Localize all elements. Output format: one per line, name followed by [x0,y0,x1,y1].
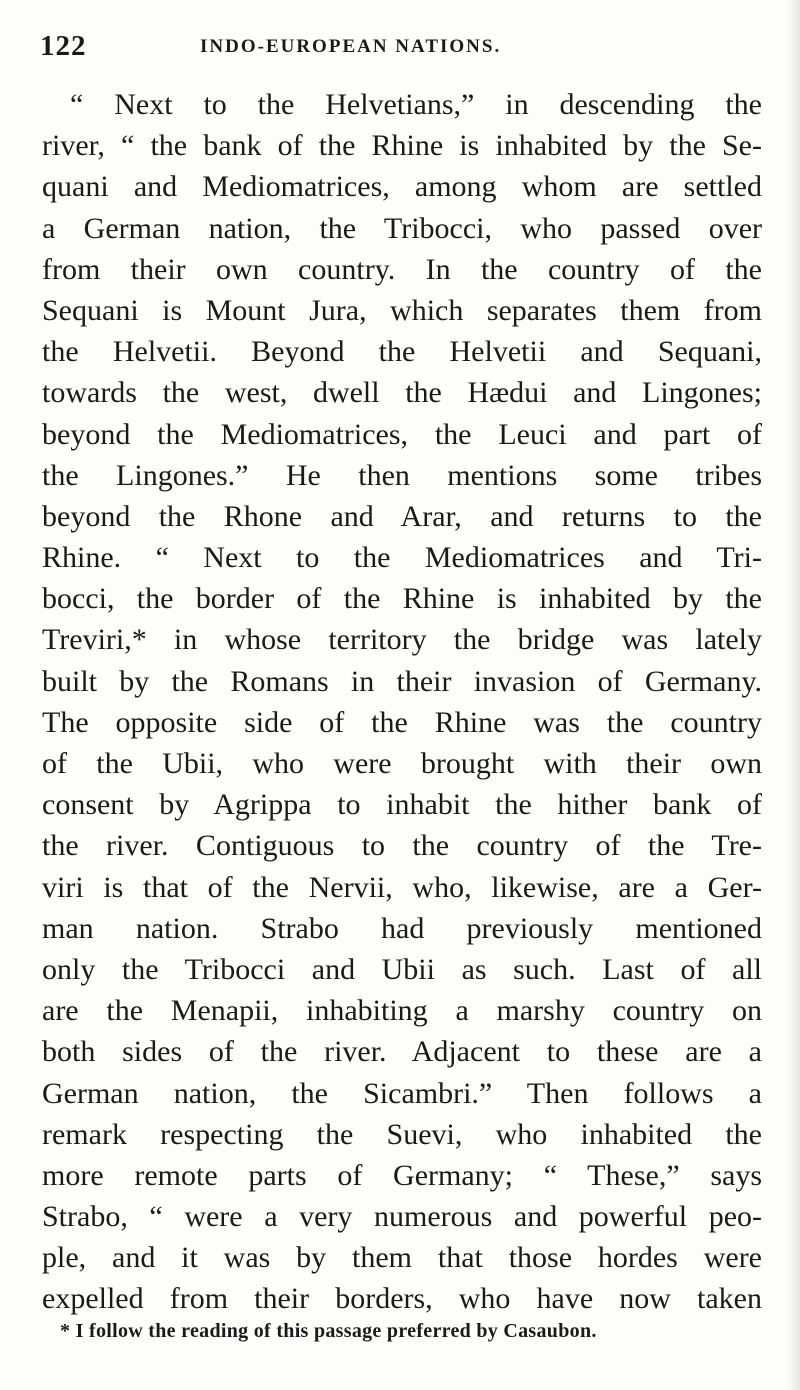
text-line: beyond the Rhone and Arar, and returns to the [42,499,762,533]
text-line: only the Tribocci and Ubii as such. Last of all [42,952,762,986]
text-line: Rhine. “ Next to the Mediomatrices and Tri- [42,541,762,575]
footnote: * I follow the reading of this passage preferred by Casaubon. [60,1320,597,1342]
text-line: viri is that of the Nervii, who, likewise, are a Ger- [42,870,762,904]
running-title: INDO-EUROPEAN NATIONS. [200,36,502,57]
text-line: of the Ubii, who were brought with their own [42,747,762,780]
text-line: Sequani is Mount Jura, which separates them from [42,293,762,327]
text-line: consent by Agrippa to inhabit the hither bank of [42,788,762,822]
text-line: the Lingones.” He then mentions some tribes [42,458,762,492]
text-line: the river. Contiguous to the country of the Tre- [42,829,762,863]
text-line: remark respecting the Suevi, who inhabited the [42,1117,762,1151]
text-line: German nation, the Sicambri.” Then follows a [42,1076,762,1110]
page-edge-shadow [786,0,800,1390]
text-line: more remote parts of Germany; “ These,” says [42,1158,762,1192]
text-line: Strabo, “ were a very numerous and powerful peo- [42,1200,762,1234]
text-line: are the Menapii, inhabiting a marshy country on [42,994,762,1028]
text-line: Treviri,* in whose territory the bridge was lately [42,623,762,657]
text-line: bocci, the border of the Rhine is inhabited by the [42,582,762,616]
text-line: from their own country. In the country of the [42,252,762,286]
text-line: a German nation, the Tribocci, who passed over [42,211,762,245]
text-line: The opposite side of the Rhine was the country [42,705,762,739]
text-line: man nation. Strabo had previously mentioned [42,911,762,945]
text-line: both sides of the river. Adjacent to these are a [42,1035,762,1069]
text-line: the Helvetii. Beyond the Helvetii and Sequani, [42,335,762,369]
text-line: river, “ the bank of the Rhine is inhabited by the Se- [42,129,762,163]
body-text [42,84,762,1320]
text-line: ple, and it was by them that those hordes were [42,1241,762,1275]
text-line: expelled from their borders, who have now taken [42,1282,762,1316]
text-line: towards the west, dwell the Hædui and Lingones; [42,376,762,410]
text-line: quani and Mediomatrices, among whom are settled [42,170,762,204]
text-line: built by the Romans in their invasion of Germany. [42,664,762,698]
page-number: 122 [40,30,87,62]
text-line: “ Next to the Helvetians,” in descending the [70,88,762,121]
text-line: beyond the Mediomatrices, the Leuci and part of [42,417,762,451]
running-head [40,30,760,66]
